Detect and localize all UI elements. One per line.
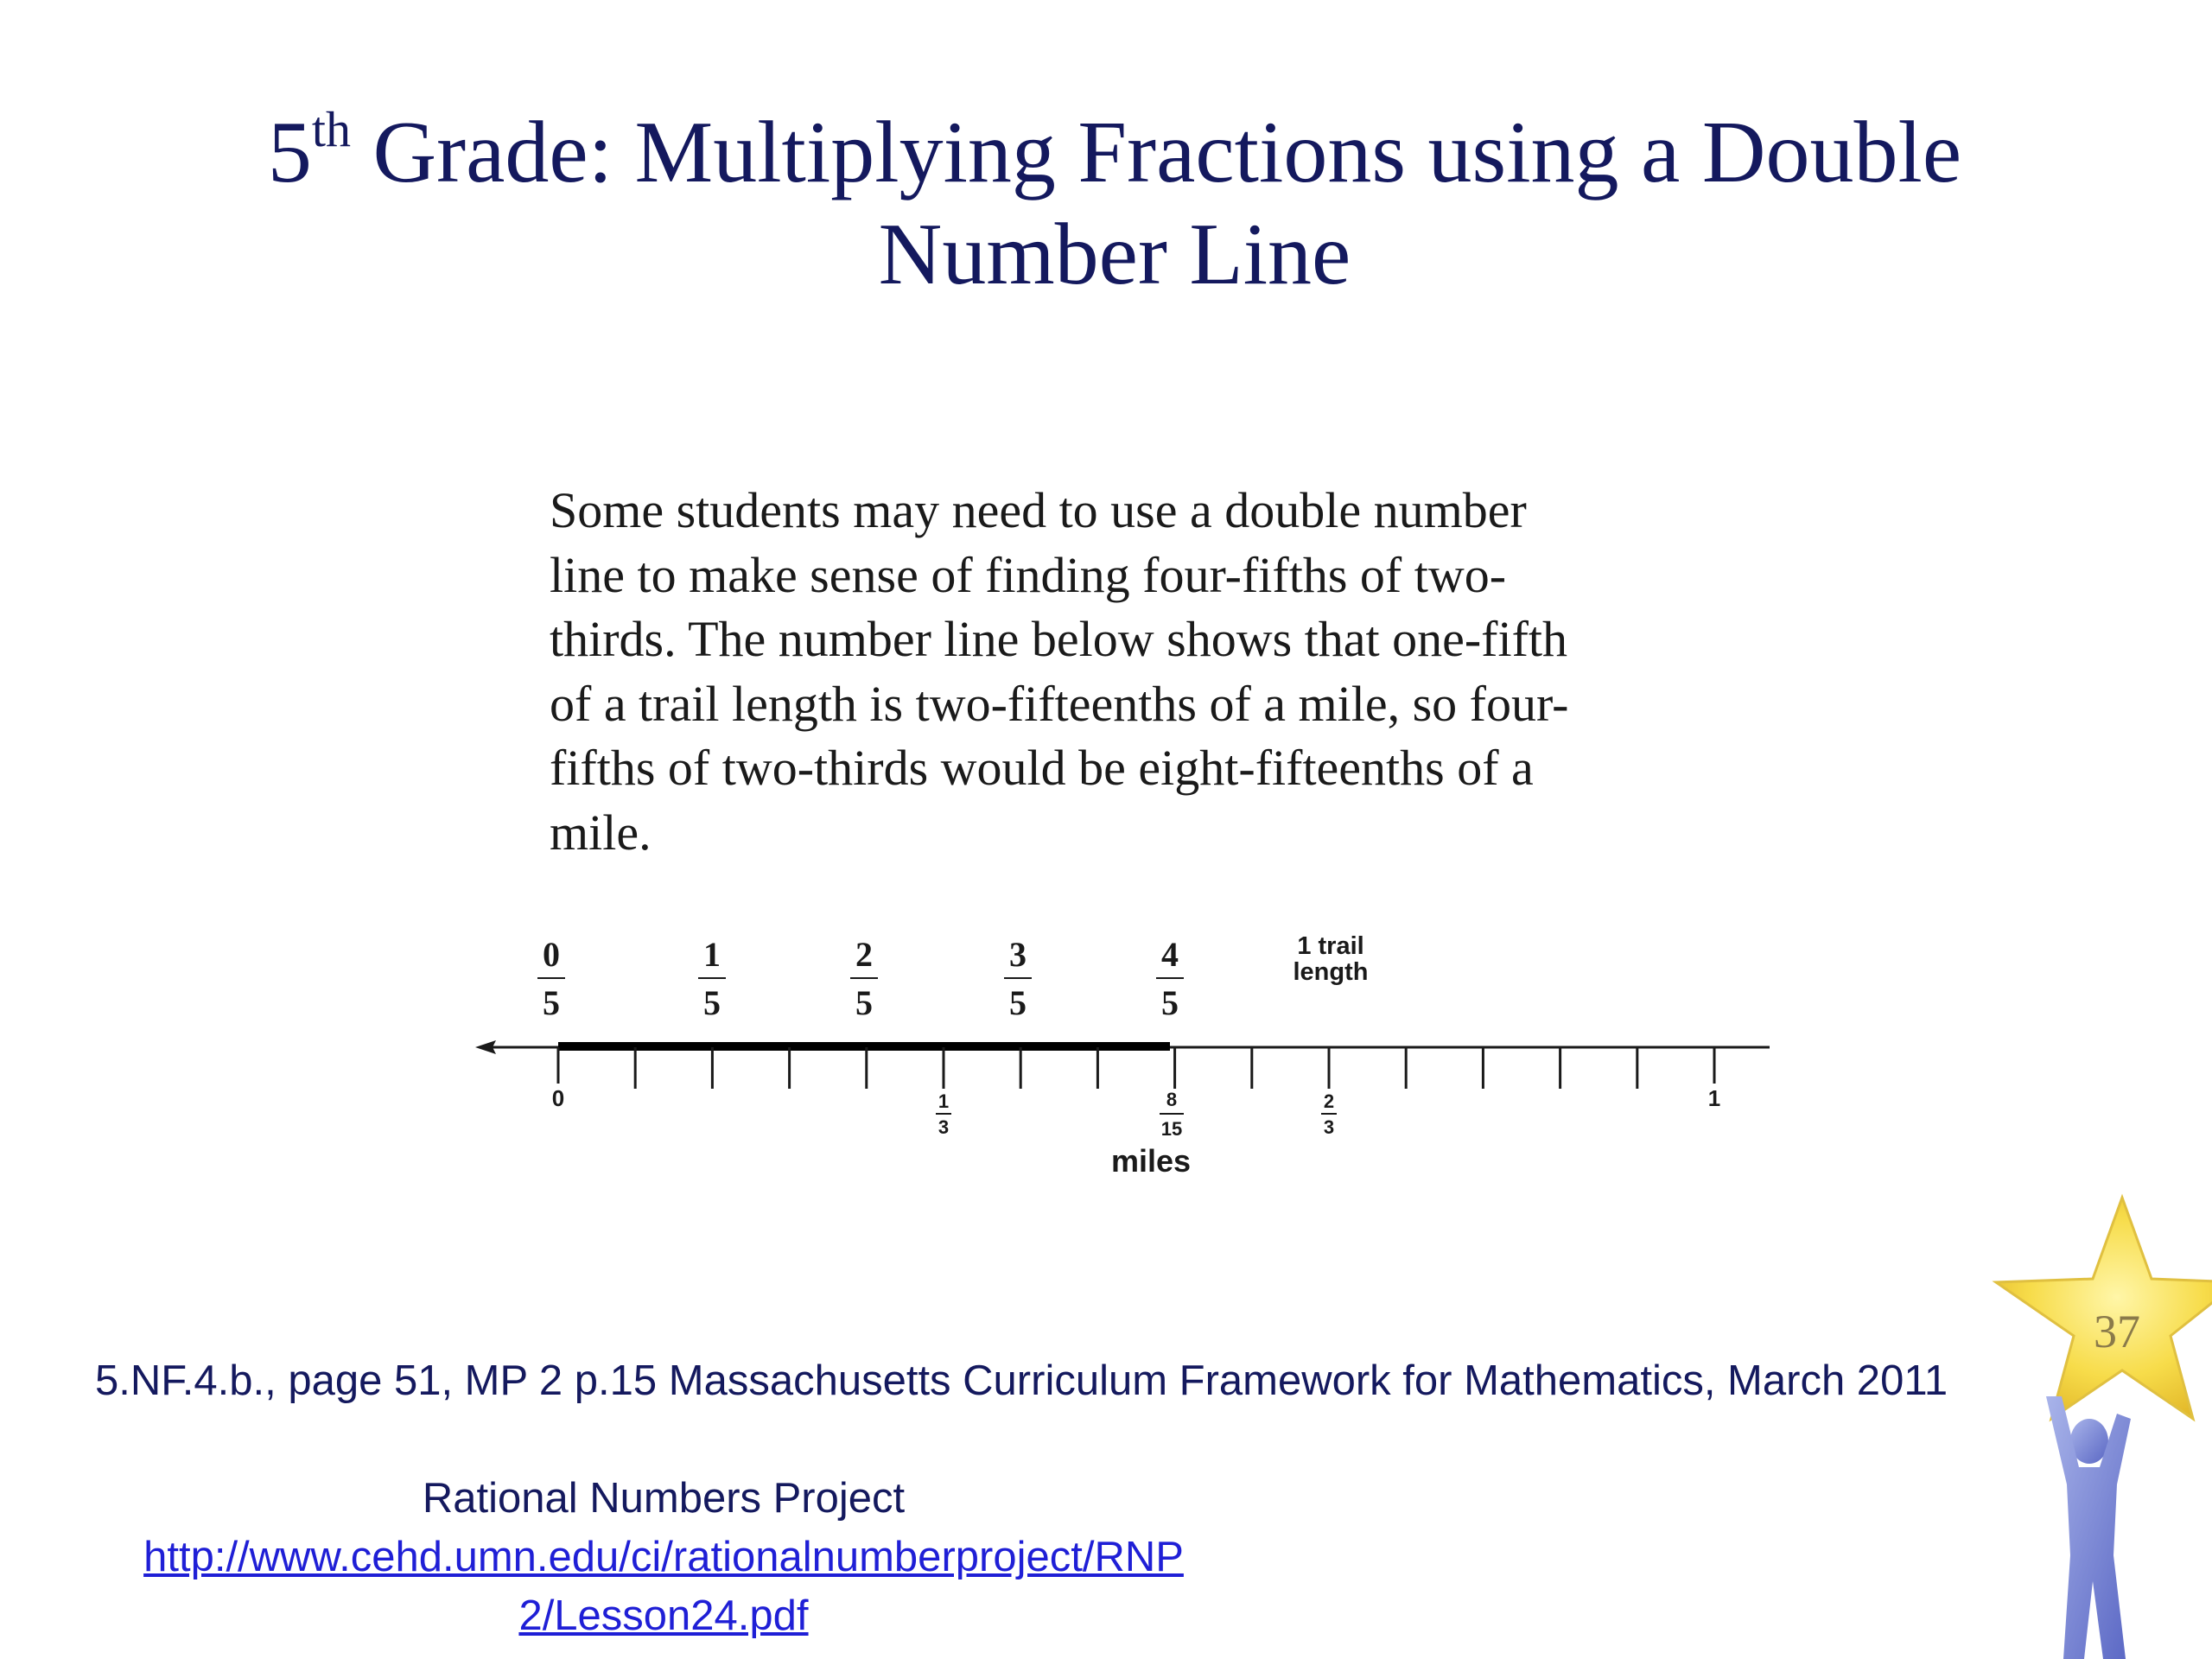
top-fraction-denominator: 5 (855, 983, 873, 1022)
top-fraction-numerator: 0 (543, 935, 560, 974)
bottom-label-one: 1 (1707, 1085, 1721, 1111)
source-link-line-1[interactable]: http://www.cehd.umn.edu/ci/rationalnumberproject/RNP (143, 1534, 1184, 1580)
title-line-2: Number Line (878, 206, 1351, 303)
top-fraction (537, 935, 565, 1022)
bottom-fraction-numerator: 8 (1166, 1089, 1178, 1110)
passage-line: fifths of two-thirds would be eight-fifteenths of a (550, 740, 1534, 796)
top-fraction-numerator: 4 (1161, 935, 1179, 974)
top-fraction-numerator: 3 (1009, 935, 1027, 974)
source-block (52, 1469, 1275, 1645)
project-name: Rational Numbers Project (422, 1475, 906, 1522)
passage-line: mile. (550, 804, 652, 861)
title-line-1 (0, 102, 2212, 204)
title-text-line-1: Grade: Multiplying Fractions using a Double (372, 104, 1962, 201)
citation-text: 5.NF.4.b., page 51, MP 2 p.15 Massachusetts Curriculum Framework for Mathematics, March 2011 (95, 1357, 1948, 1404)
passage-line: of a trail length is two-fifteenths of a mile, so four- (550, 675, 1569, 732)
passage-text (550, 479, 1794, 865)
top-fraction (850, 935, 878, 1022)
bottom-fraction-two-thirds (1321, 1090, 1337, 1138)
trail-label-line-1: 1 trail (1297, 932, 1364, 960)
double-number-line (467, 925, 1789, 1192)
source-link[interactable] (143, 1534, 1184, 1639)
top-fraction-denominator: 5 (543, 983, 560, 1022)
top-fraction-denominator: 5 (1009, 983, 1027, 1022)
source-link-line-2[interactable]: 2/Lesson24.pdf (518, 1592, 809, 1639)
bottom-fraction-numerator: 1 (938, 1090, 950, 1112)
passage-line: line to make sense of finding four-fifths of two- (550, 546, 1507, 603)
bottom-label-zero: 0 (551, 1085, 565, 1111)
top-fraction-denominator: 5 (1161, 983, 1179, 1022)
title-ordinal: 5 (267, 104, 312, 201)
top-fraction (1004, 935, 1032, 1022)
bottom-fraction-numerator: 2 (1323, 1090, 1335, 1112)
title-superscript: th (311, 101, 352, 157)
top-fraction (1156, 935, 1184, 1022)
star-person-logo (1987, 1192, 2212, 1659)
top-fraction (698, 935, 726, 1022)
bottom-fraction-denominator: 3 (1323, 1116, 1335, 1138)
bottom-fraction-denominator: 3 (938, 1116, 950, 1138)
top-fraction-numerator: 1 (703, 935, 721, 974)
bottom-fraction-denominator: 15 (1160, 1118, 1183, 1140)
top-fraction-denominator: 5 (703, 983, 721, 1022)
slide-number: 37 (2094, 1306, 2140, 1357)
passage-line: thirds. The number line below shows that one-fifth (550, 611, 1568, 667)
trail-label-line-2: length (1293, 958, 1369, 986)
bottom-fraction-eight-fifteenths (1160, 1089, 1184, 1140)
top-fraction-numerator: 2 (855, 935, 873, 974)
unit-label-miles: miles (1110, 1143, 1192, 1179)
person-icon (2046, 1396, 2131, 1659)
passage-line: Some students may need to use a double number (550, 482, 1527, 538)
bottom-fraction-one-third (936, 1090, 951, 1138)
slide-title (0, 102, 2212, 306)
tick-marks (558, 1047, 1714, 1089)
